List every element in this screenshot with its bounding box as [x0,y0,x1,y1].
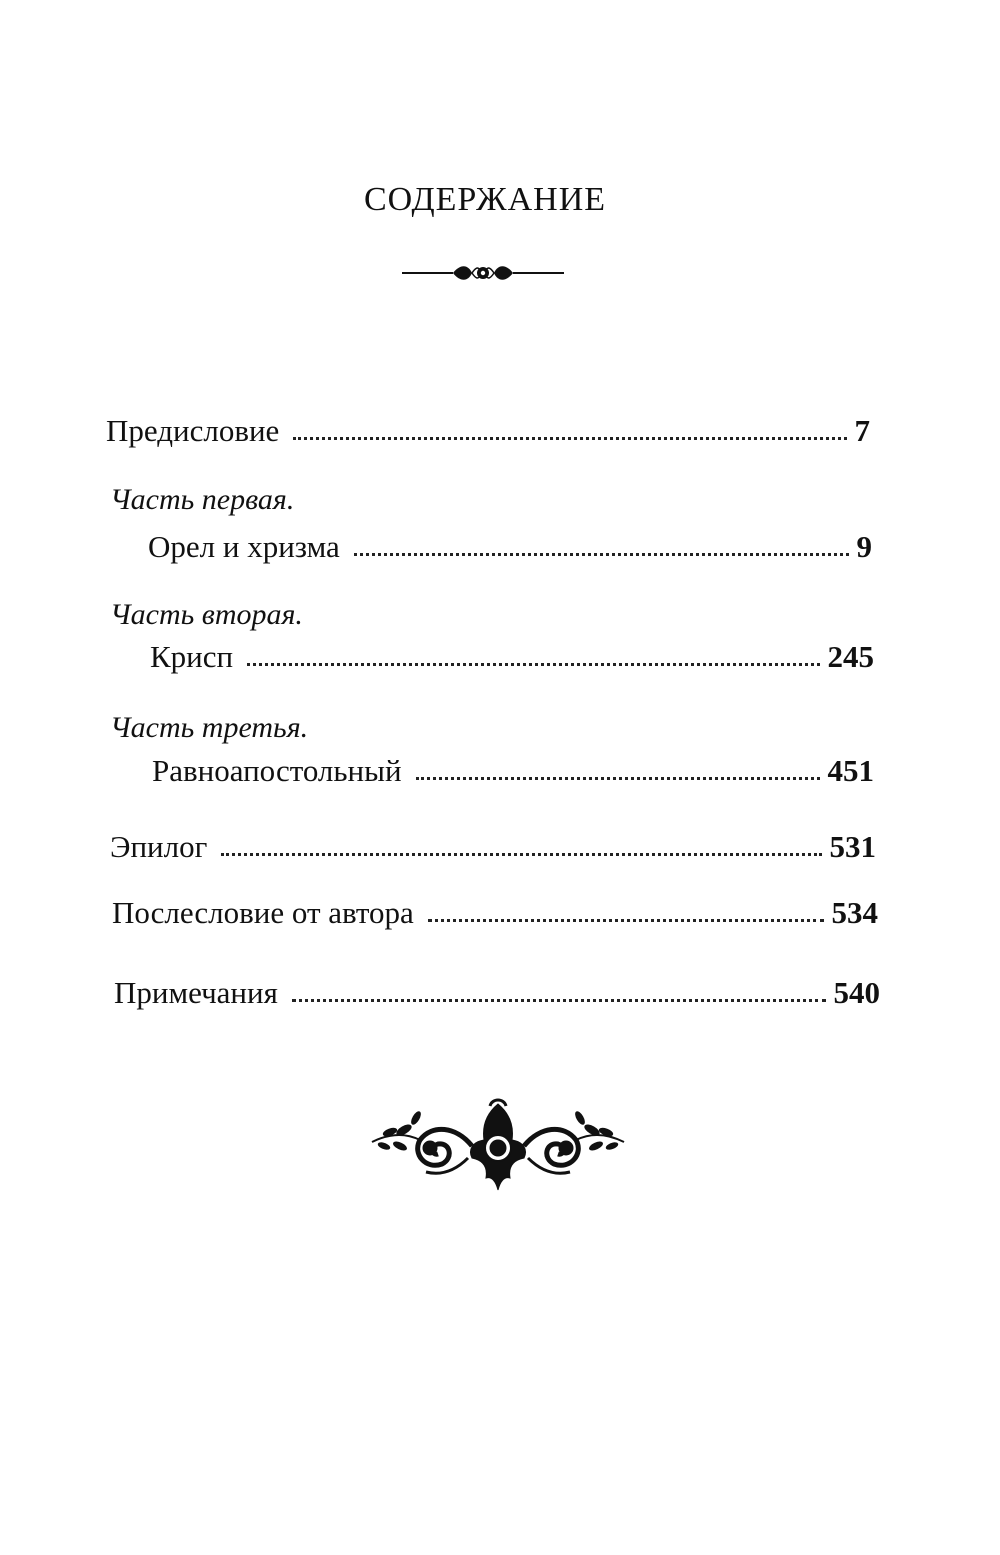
toc-entry-epilogue [110,820,876,862]
toc-entry-label: Эпилог [110,829,208,864]
floral-ornament-icon [364,1096,632,1192]
toc-entry-part-two [150,630,874,672]
toc-entry-page: 451 [827,753,874,788]
dot-leader [416,777,820,780]
toc-entry-label: Примечания [114,975,278,1010]
toc-entry-page: 7 [854,413,870,448]
toc-entry-notes [114,966,880,1008]
toc-part-label: Часть первая. [110,483,295,516]
dot-leader [354,553,849,556]
dot-leader [292,999,826,1002]
toc-entry-part-one [148,520,872,562]
toc-entry-part-three [152,744,874,786]
toc-entry-afterword [112,886,878,928]
toc-entry-label: Послесловие от автора [112,895,414,930]
dot-leader [221,853,821,856]
toc-entry-page: 534 [831,895,878,930]
toc-entry-page: 531 [829,829,876,864]
toc-part-label: Часть вторая. [110,598,303,631]
toc-entry-label: Орел и хризма [148,529,340,564]
dot-leader [428,919,824,922]
toc-entry-label: Крисп [150,639,234,674]
toc-entry-label: Предисловие [106,413,280,448]
dot-leader [293,437,846,440]
dot-leader [247,663,819,666]
toc-entry-preface [106,404,870,446]
flourish-divider-icon [398,256,568,290]
page-title: СОДЕРЖАНИЕ [363,181,607,218]
toc-entry-page: 9 [856,529,872,564]
toc-entry-page: 540 [833,975,880,1010]
toc-part-label: Часть третья. [110,711,309,744]
toc-entry-page: 245 [827,639,874,674]
toc-entry-label: Равноапостольный [152,753,402,788]
